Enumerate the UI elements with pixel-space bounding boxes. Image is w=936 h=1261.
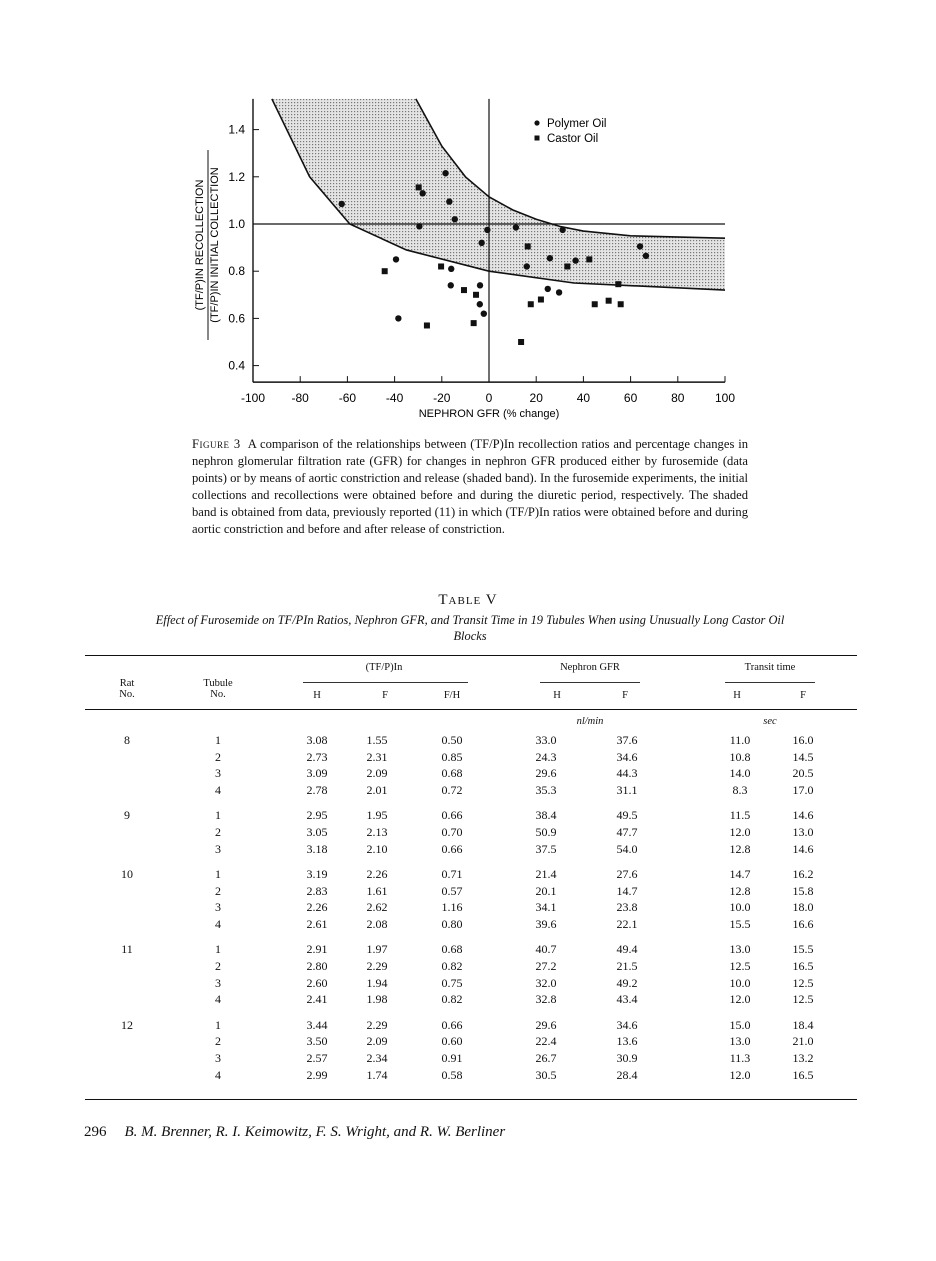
table-cell: 0.80 bbox=[441, 917, 463, 931]
table-cell: 1.97 bbox=[366, 942, 388, 957]
table-cell: 16.2 bbox=[792, 866, 814, 881]
polymer-oil-point bbox=[524, 263, 530, 269]
castor-oil-point bbox=[528, 301, 534, 307]
header-rat: Rat No. bbox=[119, 678, 135, 700]
table-cell: 3.05 bbox=[306, 825, 328, 839]
transit-unit: sec bbox=[763, 716, 777, 727]
table-cell: 12.5 bbox=[792, 975, 814, 990]
castor-oil-point bbox=[538, 297, 544, 303]
y-tick-label: 1.0 bbox=[228, 217, 245, 231]
table-cell: 2.61 bbox=[306, 917, 328, 931]
polymer-oil-point bbox=[446, 198, 452, 204]
table-cell: 15.8 bbox=[792, 883, 814, 898]
polymer-oil-point bbox=[481, 310, 487, 316]
table-cell: 32.0 bbox=[535, 975, 557, 990]
table-cell: 31.1 bbox=[616, 783, 638, 798]
header-transit-f: F bbox=[800, 690, 806, 701]
table-cell: 0.58 bbox=[441, 1067, 463, 1082]
polymer-oil-point bbox=[477, 282, 483, 288]
table-cell: 22.4 bbox=[535, 1034, 557, 1049]
caption-text: A comparison of the relationships between (TF/P)In recollection ratios and percentage changes in nephron glomerular filtration rate (GFR) for changes in nephron GFR produced either by furosemide (data points) or by means of aortic constriction and release (shaded band). In the furosemide experiments, the initial collections and recollections were obtained before and during the diuretic period, respectively. The shaded band is obtained from data, previously reported (11) in which (TF/P)In ratios were obtained before and during aortic constriction and before and after release of constriction. bbox=[192, 437, 749, 536]
table-cell: 3.44 bbox=[306, 1017, 328, 1032]
table-cell: 2.09 bbox=[366, 1034, 388, 1049]
table-cell: 18.0 bbox=[792, 900, 814, 915]
table-cell: 47.7 bbox=[616, 825, 638, 839]
table-cell: 2.95 bbox=[306, 808, 328, 823]
table-cell: 1 bbox=[215, 942, 221, 957]
table-cell: 21.5 bbox=[616, 958, 638, 973]
table-cell: 2.60 bbox=[306, 975, 328, 990]
x-tick-label: 40 bbox=[576, 391, 591, 406]
y-tick-label: 0.6 bbox=[228, 311, 245, 326]
rat-number: 9 bbox=[124, 808, 130, 823]
castor-oil-point bbox=[473, 292, 479, 298]
table-cell: 0.66 bbox=[441, 808, 463, 823]
table-cell: 2.34 bbox=[366, 1050, 388, 1065]
castor-oil-point bbox=[461, 287, 467, 293]
table-cell: 4 bbox=[215, 992, 221, 1007]
header-fh: F/H bbox=[443, 690, 461, 701]
table-cell: 4 bbox=[215, 783, 221, 798]
table-cell: 2 bbox=[215, 825, 221, 839]
castor-oil-point bbox=[471, 320, 477, 326]
table-cell: 13.0 bbox=[792, 825, 814, 839]
castor-oil-point bbox=[615, 281, 621, 287]
x-tick-label: -80 bbox=[291, 391, 309, 406]
polymer-oil-point bbox=[419, 190, 425, 196]
table-cell: 1.74 bbox=[366, 1067, 388, 1082]
table-cell: 20.1 bbox=[535, 883, 557, 898]
table-cell: 11.0 bbox=[729, 733, 751, 747]
polymer-oil-point bbox=[637, 243, 643, 249]
table-cell: 21.0 bbox=[792, 1034, 814, 1049]
header-transit-h: H bbox=[733, 690, 741, 701]
table-cell: 2.41 bbox=[306, 992, 328, 1007]
castor-oil-point bbox=[424, 322, 430, 328]
table-cell: 2 bbox=[215, 883, 221, 898]
table-cell: 37.6 bbox=[616, 733, 638, 747]
table-cell: 26.7 bbox=[535, 1050, 557, 1065]
polymer-oil-point bbox=[556, 289, 562, 295]
table-cell: 3.09 bbox=[306, 766, 328, 781]
legend-polymer-oil: Polymer Oil bbox=[547, 118, 607, 130]
x-axis-label: NEPHRON GFR (% change) bbox=[418, 408, 560, 421]
header-gfr-f: F bbox=[622, 690, 628, 701]
x-tick-label: -100 bbox=[240, 391, 266, 406]
table-cell: 16.0 bbox=[792, 733, 814, 747]
polymer-oil-point bbox=[448, 282, 454, 288]
y-tick-label: 0.4 bbox=[228, 358, 245, 373]
castor-oil-point bbox=[606, 298, 612, 304]
table-cell: 15.0 bbox=[729, 1017, 751, 1032]
table-cell: 28.4 bbox=[616, 1067, 638, 1082]
header-h: H bbox=[313, 690, 321, 701]
polymer-oil-point bbox=[572, 257, 578, 263]
table-cell: 12.5 bbox=[729, 958, 751, 973]
table-cell: 2.57 bbox=[306, 1050, 328, 1065]
y-axis-label-denominator: (TF/P)IN INITIAL COLLECTION bbox=[209, 167, 221, 323]
table-cell: 2.62 bbox=[366, 900, 388, 915]
table-cell: 11.3 bbox=[729, 1050, 751, 1065]
table-cell: 15.5 bbox=[792, 942, 814, 957]
table-cell: 18.4 bbox=[792, 1017, 814, 1032]
rat-number: 12 bbox=[121, 1017, 133, 1032]
table-cell: 3 bbox=[215, 900, 221, 915]
table-cell: 30.9 bbox=[616, 1050, 638, 1065]
table-cell: 2.80 bbox=[306, 958, 328, 973]
table-cell: 17.0 bbox=[792, 783, 814, 798]
x-tick-label: 100 bbox=[714, 391, 736, 406]
header-underline bbox=[303, 682, 468, 683]
polymer-oil-point bbox=[559, 227, 565, 233]
rat-number: 10 bbox=[121, 866, 133, 881]
table-cell: 1 bbox=[215, 1017, 221, 1032]
table-cell: 40.7 bbox=[535, 942, 557, 957]
legend-circle-icon bbox=[534, 120, 539, 125]
table-cell: 3.18 bbox=[306, 841, 328, 856]
legend-castor-oil: Castor Oil bbox=[547, 133, 599, 145]
table-cell: 2 bbox=[215, 1034, 221, 1049]
table-cell: 49.2 bbox=[616, 975, 638, 990]
header-tfp: (TF/P)In bbox=[365, 662, 403, 673]
polymer-oil-point bbox=[416, 223, 422, 229]
table-cell: 20.5 bbox=[792, 766, 814, 781]
table-cell: 1 bbox=[215, 733, 221, 747]
table-cell: 0.57 bbox=[441, 883, 463, 898]
table-cell: 4 bbox=[215, 917, 221, 931]
header-underline bbox=[540, 682, 640, 683]
table-cell: 14.0 bbox=[729, 766, 751, 781]
table-cell: 37.5 bbox=[535, 841, 557, 856]
table-cell: 12.5 bbox=[792, 992, 814, 1007]
y-tick-label: 1.2 bbox=[228, 169, 245, 184]
table-cell: 24.3 bbox=[535, 749, 557, 764]
table-cell: 3.50 bbox=[306, 1034, 328, 1049]
table-cell: 33.0 bbox=[535, 733, 557, 747]
table-cell: 0.66 bbox=[441, 841, 463, 856]
polymer-oil-point bbox=[452, 216, 458, 222]
table-cell: 10.0 bbox=[729, 900, 751, 915]
table-cell: 35.3 bbox=[535, 783, 557, 798]
table-cell: 3 bbox=[215, 841, 221, 856]
castor-oil-point bbox=[592, 301, 598, 307]
table-cell: 16.5 bbox=[792, 1067, 814, 1082]
castor-oil-point bbox=[564, 263, 570, 269]
authors: B. M. Brenner, R. I. Keimowitz, F. S. Wright, and R. W. Berliner bbox=[124, 1124, 506, 1140]
table-cell: 30.5 bbox=[535, 1067, 557, 1082]
table-header-rule bbox=[85, 709, 857, 710]
table-cell: 0.68 bbox=[441, 942, 463, 957]
table-title: Table V bbox=[438, 592, 498, 608]
table-cell: 15.5 bbox=[729, 917, 751, 931]
table-cell: 2.13 bbox=[366, 825, 388, 839]
table-cell: 49.5 bbox=[616, 808, 638, 823]
table-cell: 2.26 bbox=[306, 900, 328, 915]
x-tick-label: 80 bbox=[671, 391, 685, 406]
figure-caption bbox=[192, 436, 748, 538]
table-cell: 44.3 bbox=[616, 766, 638, 781]
polymer-oil-point bbox=[513, 224, 519, 230]
header-tubule: Tubule No. bbox=[203, 678, 233, 700]
polymer-oil-point bbox=[643, 253, 649, 259]
table-cell: 50.9 bbox=[535, 825, 557, 839]
table-cell: 23.8 bbox=[616, 900, 638, 915]
table-cell: 22.1 bbox=[616, 917, 638, 931]
table-cell: 32.8 bbox=[535, 992, 557, 1007]
table-cell: 2.29 bbox=[366, 958, 388, 973]
polymer-oil-point bbox=[484, 227, 490, 233]
table-cell: 12.0 bbox=[729, 992, 751, 1007]
table-cell: 0.70 bbox=[441, 825, 463, 839]
table-cell: 2.29 bbox=[366, 1017, 388, 1032]
table-cell: 2.26 bbox=[366, 866, 388, 881]
table-cell: 27.2 bbox=[535, 958, 557, 973]
table-cell: 16.5 bbox=[792, 958, 814, 973]
table-cell: 2 bbox=[215, 958, 221, 973]
x-tick-label: -40 bbox=[385, 391, 404, 406]
castor-oil-point bbox=[438, 263, 444, 269]
table-cell: 13.0 bbox=[729, 942, 751, 957]
table-cell: 29.6 bbox=[535, 1017, 557, 1032]
header-transit: Transit time bbox=[744, 662, 796, 673]
table-cell: 12.0 bbox=[729, 1067, 751, 1082]
table-cell: 13.6 bbox=[616, 1034, 638, 1049]
table-cell: 14.7 bbox=[729, 866, 751, 881]
polymer-oil-point bbox=[393, 256, 399, 262]
table-cell: 11.5 bbox=[729, 808, 751, 823]
table-cell: 34.6 bbox=[616, 749, 638, 764]
table-cell: 2 bbox=[215, 749, 221, 764]
table-cell: 0.68 bbox=[441, 766, 463, 781]
page-number: 296 bbox=[84, 1124, 107, 1140]
table-cell: 1.98 bbox=[366, 992, 388, 1007]
table-cell: 0.72 bbox=[441, 783, 463, 798]
table-bottom-rule bbox=[85, 1099, 857, 1100]
table-cell: 10.8 bbox=[729, 749, 751, 764]
table-cell: 34.6 bbox=[616, 1017, 638, 1032]
table-cell: 39.6 bbox=[535, 917, 557, 931]
table-cell: 0.91 bbox=[441, 1050, 463, 1065]
table-cell: 49.4 bbox=[616, 942, 638, 957]
shaded-band bbox=[272, 99, 725, 290]
castor-oil-point bbox=[382, 268, 388, 274]
polymer-oil-point bbox=[478, 240, 484, 246]
table-cell: 10.0 bbox=[729, 975, 751, 990]
table-cell: 0.75 bbox=[441, 975, 463, 990]
table-cell: 14.7 bbox=[616, 883, 638, 898]
table-cell: 2.08 bbox=[366, 917, 388, 931]
polymer-oil-point bbox=[448, 266, 454, 272]
table-cell: 12.0 bbox=[729, 825, 751, 839]
table-cell: 2.31 bbox=[366, 749, 388, 764]
table-cell: 13.0 bbox=[729, 1034, 751, 1049]
x-tick-label: -60 bbox=[338, 391, 357, 406]
table-cell: 3.19 bbox=[306, 866, 328, 881]
table-cell: 1.94 bbox=[366, 975, 388, 990]
table-cell: 34.1 bbox=[535, 900, 557, 915]
y-axis-label-numerator: (TF/P)IN RECOLLECTION bbox=[194, 179, 206, 311]
castor-oil-point bbox=[518, 339, 524, 345]
table-cell: 14.6 bbox=[792, 841, 814, 856]
table-cell: 4 bbox=[215, 1067, 221, 1082]
table-cell: 2.73 bbox=[306, 749, 328, 764]
table-cell: 0.66 bbox=[441, 1017, 463, 1032]
polymer-oil-point bbox=[395, 315, 401, 321]
header-gfr-h: H bbox=[553, 690, 561, 701]
table-cell: 12.8 bbox=[729, 883, 751, 898]
table-cell: 3 bbox=[215, 766, 221, 781]
x-tick-label: 20 bbox=[529, 391, 543, 406]
legend-square-icon bbox=[535, 136, 540, 141]
table-cell: 1 bbox=[215, 808, 221, 823]
y-tick-label: 1.4 bbox=[228, 122, 245, 137]
table-cell: 8.3 bbox=[732, 783, 748, 798]
table-cell: 0.71 bbox=[441, 866, 463, 881]
table-cell: 2.10 bbox=[366, 841, 388, 856]
table-cell: 3 bbox=[215, 975, 221, 990]
header-gfr: Nephron GFR bbox=[560, 662, 620, 673]
castor-oil-point bbox=[586, 256, 592, 262]
table-cell: 2.09 bbox=[366, 766, 388, 781]
table-cell: 12.8 bbox=[729, 841, 751, 856]
table-subtitle: Effect of Furosemide on TF/PIn Ratios, Nephron GFR, and Transit Time in 19 Tubules When using Unusually Long Castor Oil Blocks bbox=[155, 613, 785, 643]
page-footer bbox=[84, 1124, 505, 1141]
x-tick-label: 60 bbox=[623, 391, 638, 406]
table-cell: 0.60 bbox=[441, 1034, 463, 1049]
table-cell: 2.99 bbox=[306, 1067, 328, 1082]
figure-3-chart bbox=[0, 0, 936, 430]
polymer-oil-point bbox=[442, 170, 448, 176]
polymer-oil-point bbox=[545, 286, 551, 292]
y-tick-label: 0.8 bbox=[228, 264, 245, 279]
table-cell: 38.4 bbox=[535, 808, 557, 823]
polymer-oil-point bbox=[339, 201, 345, 207]
table-cell: 43.4 bbox=[616, 992, 638, 1007]
rat-number: 8 bbox=[124, 733, 130, 747]
header-underline bbox=[725, 682, 815, 683]
table-cell: 29.6 bbox=[535, 766, 557, 781]
table-cell: 13.2 bbox=[792, 1050, 814, 1065]
x-tick-label: -20 bbox=[433, 391, 451, 406]
castor-oil-point bbox=[416, 184, 422, 190]
table-cell: 1.55 bbox=[366, 733, 388, 747]
castor-oil-point bbox=[525, 243, 531, 249]
rat-number: 11 bbox=[121, 942, 133, 957]
gfr-unit: nl/min bbox=[576, 716, 604, 727]
table-cell: 1 bbox=[215, 866, 221, 881]
castor-oil-point bbox=[618, 301, 624, 307]
table-cell: 0.82 bbox=[441, 992, 463, 1007]
table-cell: 54.0 bbox=[616, 841, 638, 856]
table-cell: 14.5 bbox=[792, 749, 814, 764]
table-cell: 0.85 bbox=[441, 749, 463, 764]
table-cell: 3.08 bbox=[306, 733, 328, 747]
header-f: F bbox=[382, 690, 388, 701]
table-cell: 0.50 bbox=[441, 733, 463, 747]
table-cell: 2.91 bbox=[306, 942, 328, 957]
table-cell: 1.61 bbox=[366, 883, 388, 898]
table-cell: 21.4 bbox=[535, 866, 557, 881]
table-cell: 3 bbox=[215, 1050, 221, 1065]
table-cell: 2.78 bbox=[306, 783, 328, 798]
polymer-oil-point bbox=[477, 301, 483, 307]
table-cell: 14.6 bbox=[792, 808, 814, 823]
table-cell: 0.82 bbox=[441, 958, 463, 973]
figure-label: Figure 3 bbox=[192, 437, 241, 451]
table-cell: 27.6 bbox=[616, 866, 638, 881]
polymer-oil-point bbox=[547, 255, 553, 261]
x-tick-label: 0 bbox=[485, 391, 493, 406]
table-cell: 1.95 bbox=[366, 808, 388, 823]
table-top-rule bbox=[85, 655, 857, 656]
table-cell: 16.6 bbox=[792, 917, 814, 931]
table-cell: 1.16 bbox=[441, 900, 463, 915]
table-cell: 2.01 bbox=[366, 783, 388, 798]
table-cell: 2.83 bbox=[306, 883, 328, 898]
